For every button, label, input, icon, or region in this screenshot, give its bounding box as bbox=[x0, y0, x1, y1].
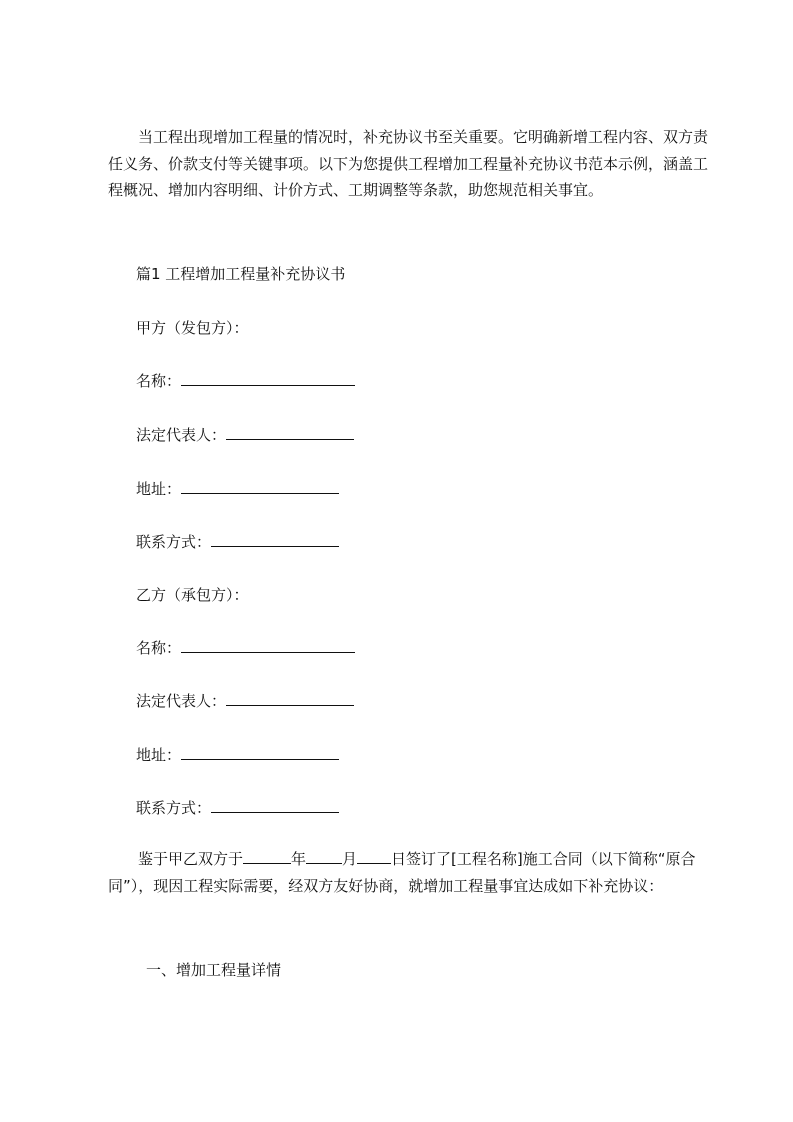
party-b-rep-line bbox=[136, 689, 354, 713]
party-a-rep-line bbox=[136, 423, 354, 447]
intro-paragraph: 当工程出现增加工程量的情况时，补充协议书至关重要。它明确新增工程内容、双方责任义务、价款支付等关键事项。以下为您提供工程增加工程量补充协议书范本示例，涵盖工程概况、增加内容明细、计价方式、工期调整等条款，助您规范相关事宜。 bbox=[108, 128, 709, 199]
party-a-contact-field[interactable] bbox=[211, 531, 339, 547]
sign-month-field[interactable] bbox=[306, 848, 342, 864]
month-label: 月 bbox=[342, 850, 358, 868]
sign-day-field[interactable] bbox=[357, 848, 391, 864]
party-a-name-line bbox=[136, 369, 355, 393]
party-a-heading: 甲方（发包方）： bbox=[136, 319, 249, 337]
party-a-rep-field[interactable] bbox=[226, 424, 354, 440]
party-a-contact-label: 联系方式： bbox=[136, 533, 212, 551]
party-b-contact-label: 联系方式： bbox=[136, 799, 212, 817]
party-b-address-label: 地址： bbox=[136, 746, 182, 764]
agreement-text-start: 鉴于甲乙双方于 bbox=[138, 850, 244, 868]
party-b-name-label: 名称： bbox=[136, 639, 182, 657]
party-a-address-line bbox=[136, 477, 339, 501]
party-a-name-label: 名称： bbox=[136, 372, 182, 390]
agreement-paragraph bbox=[108, 846, 708, 899]
party-b-contact-field[interactable] bbox=[211, 797, 339, 813]
party-a-rep-label: 法定代表人： bbox=[136, 426, 227, 444]
party-b-name-field[interactable] bbox=[181, 637, 355, 653]
agreement-text-rest: 日签订了[工程名称]施工合同（以下简称“原合同”），现因工程实际需要，经双方友好协商，就增加工程量事宜达成如下补充协议： bbox=[108, 850, 696, 895]
party-b-address-field[interactable] bbox=[181, 744, 339, 760]
party-b-name-line bbox=[136, 636, 355, 660]
party-a-address-field[interactable] bbox=[181, 478, 339, 494]
party-b-contact-line bbox=[136, 796, 339, 820]
party-b-address-line bbox=[136, 743, 339, 767]
party-a-address-label: 地址： bbox=[136, 480, 182, 498]
year-label: 年 bbox=[291, 850, 307, 868]
party-b-rep-field[interactable] bbox=[226, 690, 354, 706]
party-a-contact-line bbox=[136, 530, 339, 554]
party-b-rep-label: 法定代表人： bbox=[136, 692, 227, 710]
section-1-heading: 一、增加工程量详情 bbox=[146, 961, 282, 979]
document-title: 篇1 工程增加工程量补充协议书 bbox=[136, 265, 346, 283]
party-b-heading: 乙方（承包方）： bbox=[136, 586, 249, 604]
sign-year-field[interactable] bbox=[243, 848, 291, 864]
party-a-name-field[interactable] bbox=[181, 370, 355, 386]
